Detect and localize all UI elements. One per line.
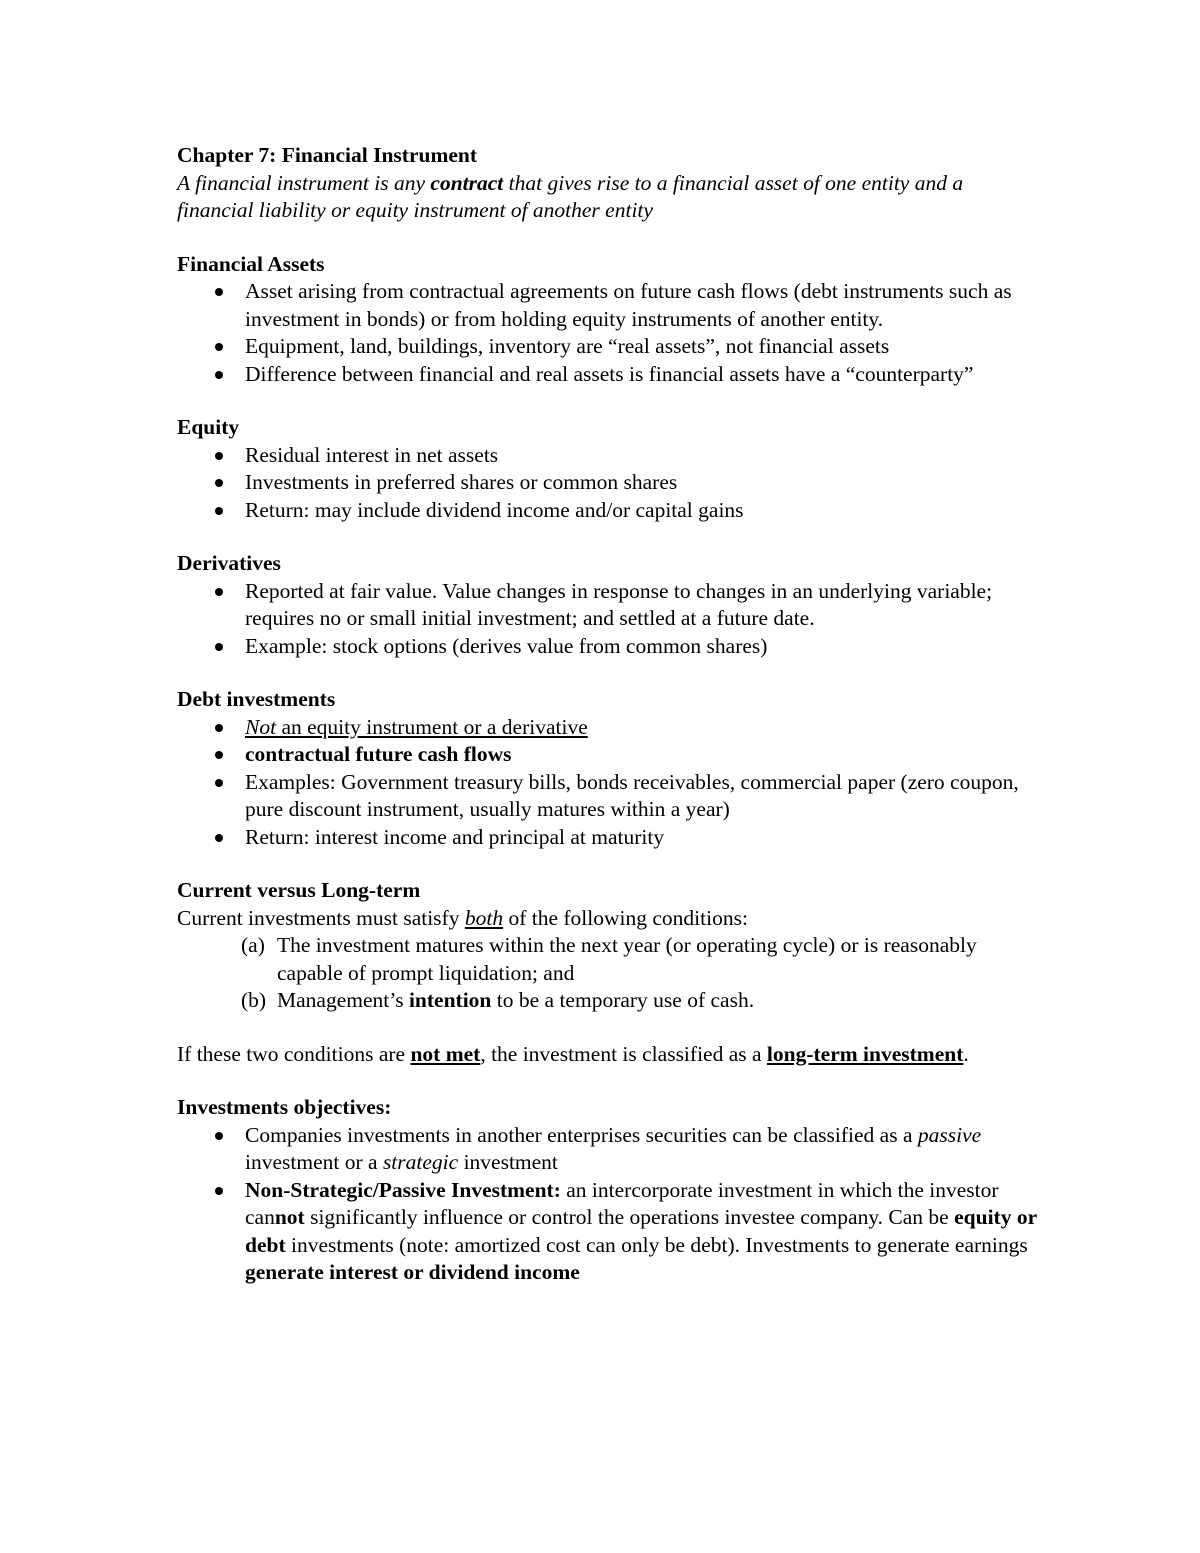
definition-part1: A financial instrument is any	[177, 170, 431, 195]
bullet-icon	[215, 751, 223, 759]
bullet-icon	[215, 643, 223, 651]
bullet-icon	[215, 507, 223, 515]
bullet-icon	[215, 288, 223, 296]
equity-list	[177, 442, 1037, 525]
intro-text: Current investments must satisfy	[177, 905, 465, 930]
list-item	[177, 469, 1037, 497]
derivatives-list	[177, 578, 1037, 661]
bullet-icon	[215, 834, 223, 842]
list-item-text-mid: significantly influence or control the operations investee company. Can be	[304, 1205, 955, 1229]
emphasis-generate-income: generate interest or dividend income	[245, 1260, 580, 1284]
emphasis-not: Not	[245, 714, 277, 739]
emphasis-not: not	[274, 1205, 305, 1229]
bullet-icon	[215, 724, 223, 732]
emphasis-not-met: not met	[410, 1041, 481, 1066]
list-item-text: The investment matures within the next year (or operating cycle) or is reasonably capable of prompt liquidation; and	[277, 933, 977, 985]
bullet-icon	[215, 779, 223, 787]
list-item	[177, 741, 1037, 769]
equity-heading: Equity	[177, 415, 240, 439]
paragraph-text-end: .	[963, 1041, 969, 1066]
debt-investments-list	[177, 714, 1037, 852]
emphasis-passive-label: Non-Strategic/Passive Investment:	[245, 1177, 561, 1202]
list-item-text	[245, 715, 588, 739]
derivatives-heading: Derivatives	[177, 551, 281, 575]
list-item-text: Equipment, land, buildings, inventory are “real assets”, not financial assets	[245, 334, 890, 358]
objectives-list	[177, 1122, 1037, 1287]
list-item	[177, 714, 1037, 742]
list-item	[177, 987, 1037, 1015]
list-item-text: Return: interest income and principal at maturity	[245, 824, 665, 849]
classification-paragraph	[177, 1041, 1037, 1069]
list-item-text: an intercorporate investment in which the investor can	[245, 1177, 999, 1229]
bullet-icon	[215, 1187, 223, 1195]
bullet-icon	[215, 1132, 223, 1140]
intro-text-end: of the following conditions:	[503, 905, 748, 930]
list-item-text-mid: investment or a	[245, 1150, 383, 1174]
list-item-text-end: investment	[458, 1150, 558, 1174]
list-item-text: Difference between financial and real assets is financial assets have a “counterparty”	[245, 361, 974, 386]
emphasis-passive: passive	[917, 1122, 982, 1147]
list-marker: (b)	[241, 988, 267, 1012]
list-item	[177, 333, 1037, 361]
list-item-text: Residual interest in net assets	[245, 442, 499, 467]
document-page	[177, 142, 1037, 1287]
page-title: Chapter 7: Financial Instrument	[177, 143, 478, 167]
financial-assets-heading: Financial Assets	[177, 251, 325, 276]
paragraph-text-mid: , the investment is classified as a	[480, 1041, 767, 1066]
list-item-text: Example: stock options (derives value from common shares)	[245, 633, 768, 658]
list-item-text: Reported at fair value. Value changes in response to changes in an underlying variable; requires no or small initial investment; and settled at a future date.	[245, 578, 993, 630]
conditions-list	[177, 932, 1037, 1015]
list-item	[177, 1122, 1037, 1177]
paragraph-text: If these two conditions are	[177, 1041, 411, 1066]
list-item-text-end: to be a temporary use of cash.	[491, 988, 755, 1012]
financial-assets-list	[177, 278, 1037, 388]
emphasis-both: both	[464, 905, 504, 930]
definition-part2: that gives rise to a financial asset of one entity and a financial liability or equity instrument of another entity	[177, 170, 964, 222]
list-item	[177, 1177, 1037, 1287]
list-item	[177, 578, 1037, 633]
list-item-text-mid2: investments (note: amortized cost can only be debt). Investments to generate earnings	[285, 1232, 1028, 1257]
emphasis-equity-or-debt: equity or debt	[245, 1205, 1037, 1257]
definition-text	[177, 170, 1037, 225]
list-item	[177, 932, 1037, 987]
current-conditions-intro	[177, 905, 1037, 933]
emphasis-intention: intention	[408, 988, 492, 1012]
list-item-text: Return: may include dividend income and/or capital gains	[245, 497, 744, 522]
list-item	[177, 497, 1037, 525]
objectives-heading: Investments objectives:	[177, 1095, 392, 1119]
current-vs-longterm-heading: Current versus Long-term	[177, 878, 421, 902]
emphasis-strategic: strategic	[382, 1150, 459, 1174]
list-item-text: Investments in preferred shares or common shares	[245, 470, 678, 494]
list-item-text: Examples: Government treasury bills, bonds receivables, commercial paper (zero coupon, pure discount instrument, usually matures within a year)	[245, 769, 1019, 821]
list-item	[177, 442, 1037, 470]
list-item-text: Asset arising from contractual agreements on future cash flows (debt instruments such as investment in bonds) or from holding equity instruments of another entity.	[245, 279, 1012, 331]
debt-investments-heading: Debt investments	[177, 687, 336, 711]
list-item	[177, 361, 1037, 389]
bullet-icon	[215, 479, 223, 487]
definition-bold-contract: contract	[430, 170, 504, 195]
emphasis-long-term: long-term investment	[766, 1041, 964, 1066]
list-item-text: Companies investments in another enterprises securities can be classified as a	[245, 1122, 918, 1147]
list-item	[177, 633, 1037, 661]
bullet-icon	[215, 371, 223, 379]
list-item	[177, 278, 1037, 333]
list-marker: (a)	[241, 933, 265, 957]
list-item-text: Management’s	[277, 988, 409, 1012]
list-item-rest: an equity instrument or a derivative	[276, 714, 588, 739]
bullet-icon	[215, 343, 223, 351]
list-item	[177, 824, 1037, 852]
list-item-text: contractual future cash flows	[245, 742, 512, 766]
bullet-icon	[215, 452, 223, 460]
bullet-icon	[215, 588, 223, 596]
list-item	[177, 769, 1037, 824]
